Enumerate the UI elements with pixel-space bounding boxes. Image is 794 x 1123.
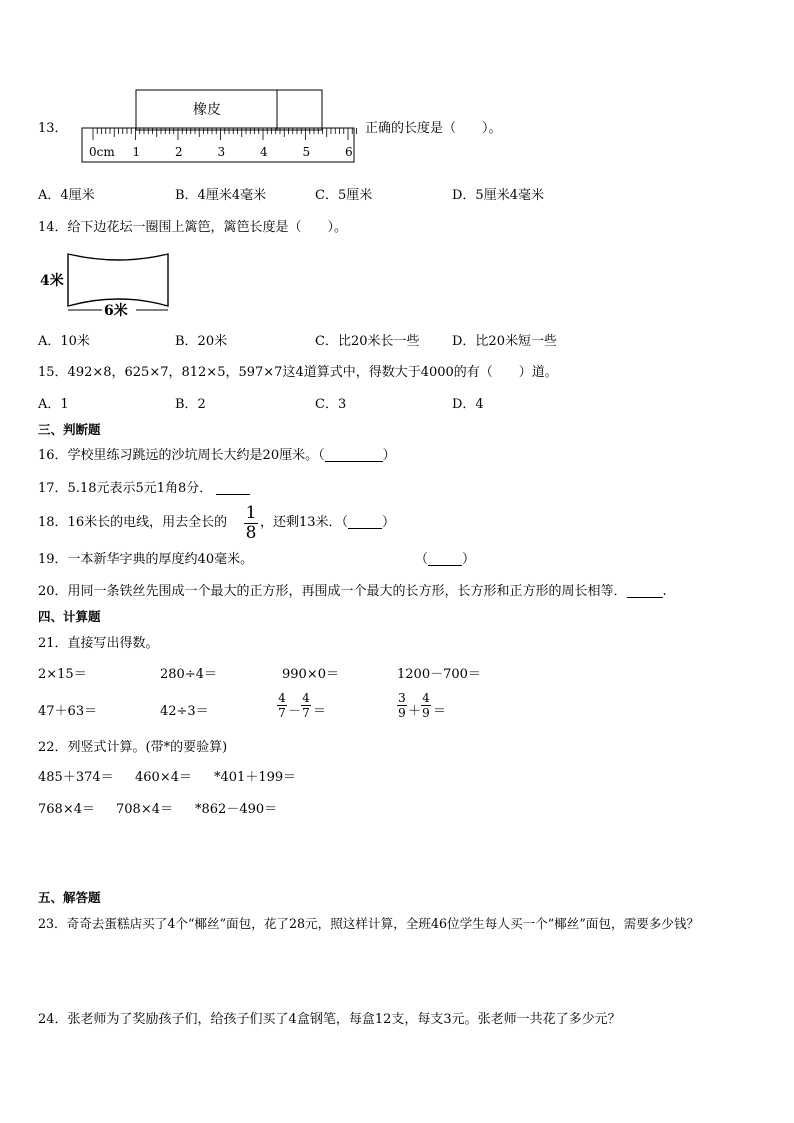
side-length-label: 4米 — [40, 273, 64, 289]
q13-option-d[interactable]: D．5厘米4毫米 — [452, 188, 544, 203]
q14-option-c[interactable]: C．比20米长一些 — [315, 334, 420, 349]
ruler-tick-label: 1 — [132, 145, 141, 159]
q22-item-5: 708×4＝ — [116, 802, 173, 817]
q16-text: 16．学校里练习跳远的沙坑周长大约是20厘米。（ — [38, 448, 325, 463]
q15-option-a[interactable]: A．1 — [38, 397, 69, 412]
q19-open: （ — [415, 552, 429, 567]
flowerbed-shape — [68, 254, 168, 306]
q13-option-b[interactable]: B．4厘米4毫米 — [175, 188, 267, 203]
q14-prompt: 14．给下边花坛一圈围上篱笆，篱笆长度是（ ）。 — [38, 220, 348, 235]
q21-fraction-d — [421, 692, 431, 719]
q22-item-6: *862－490＝ — [195, 802, 278, 817]
ruler-labels — [89, 145, 353, 159]
fraction-denominator: 7 — [278, 706, 286, 720]
q19-text: 19．一本新华字典的厚度约40毫米。 — [38, 552, 254, 567]
q16-answer-blank[interactable] — [325, 461, 383, 462]
question-17 — [38, 482, 250, 495]
q22-item-3: *401＋199＝ — [214, 770, 297, 785]
q14-option-a[interactable]: A．10米 — [38, 334, 90, 349]
q19-answer-blank[interactable] — [428, 565, 462, 566]
q14-option-b[interactable]: B．20米 — [175, 334, 228, 349]
q21-operator-minus: － — [288, 704, 302, 719]
q14-option-d[interactable]: D．比20米短一些 — [452, 334, 557, 349]
q21-prompt: 21．直接写出得数。 — [38, 636, 159, 651]
q22-item-4: 768×4＝ — [38, 802, 95, 817]
q22-item-2: 460×4＝ — [135, 770, 192, 785]
q21-item-3: 990×0＝ — [282, 667, 339, 682]
eraser-label: 橡皮 — [193, 102, 221, 118]
q20-end: . — [662, 584, 667, 599]
question-24: 24．张老师为了奖励孩子们，给孩子们买了4盒钢笔，每盒12支，每支3元。张老师一共花了多少元？ — [38, 1012, 621, 1027]
fraction-denominator: 9 — [398, 706, 406, 720]
q21-item-1: 2×15＝ — [38, 667, 87, 682]
q21-item-2: 280÷4＝ — [160, 667, 217, 682]
ruler-tick-label: 0cm — [89, 145, 115, 159]
ruler-tick-label: 6 — [345, 145, 353, 159]
question-23: 23．奇奇去蛋糕店买了4个“椰丝”面包，花了28元，照这样计算，全班46位学生每人买一个“椰丝”面包，需要多少钱？ — [38, 916, 700, 931]
fraction-denominator: 7 — [302, 706, 310, 720]
q19-close: ） — [462, 552, 476, 567]
q13-number: 13． — [38, 121, 68, 136]
q20-answer-blank[interactable] — [627, 597, 663, 598]
question-16 — [38, 449, 396, 462]
q18-answer-blank[interactable] — [348, 528, 382, 529]
q20-text: 20．用同一条铁丝先围成一个最大的正方形，再围成一个最大的长方形，长方形和正方形的周长相等． — [38, 584, 627, 599]
q21-item-6: 42÷3＝ — [160, 704, 209, 719]
flowerbed-figure — [38, 248, 173, 320]
q17-answer-blank[interactable] — [216, 494, 250, 495]
q21-item-5: 47＋63＝ — [38, 704, 98, 719]
ruler-tick-label: 2 — [175, 145, 183, 159]
ruler-figure — [80, 88, 360, 164]
q21-operator-plus: ＋ — [408, 704, 422, 719]
section-3-heading: 三、判断题 — [38, 422, 101, 437]
q15-prompt: 15．492×8，625×7，812×5，597×7这4道算式中，得数大于4000的有（ ）道。 — [38, 365, 558, 380]
bottom-length-label: 6米 — [104, 303, 128, 319]
fraction-numerator: 4 — [302, 691, 310, 705]
q21-fraction-b — [301, 692, 311, 719]
fraction-numerator: 4 — [278, 691, 286, 705]
ruler-tick-label: 3 — [217, 145, 226, 159]
q13-option-a[interactable]: A．4厘米 — [38, 188, 95, 203]
q18-fraction-numerator: 1 — [245, 503, 257, 523]
q18-answer-line — [260, 516, 395, 529]
q18-fraction — [244, 505, 258, 542]
q18-fraction-denominator: 8 — [245, 523, 257, 543]
q16-close: ） — [382, 448, 396, 463]
section-4-heading: 四、计算题 — [38, 609, 101, 624]
ruler-tick-label: 5 — [302, 145, 311, 159]
eraser-shape — [136, 90, 322, 130]
q21-fraction-a — [277, 692, 287, 719]
fraction-numerator: 4 — [422, 691, 430, 705]
q13-option-c[interactable]: C．5厘米 — [315, 188, 373, 203]
q18-text-post: ，还剩13米．（ — [260, 515, 349, 530]
question-20 — [38, 585, 667, 598]
ruler-tick-label: 4 — [260, 145, 268, 159]
q21-item-4: 1200－700＝ — [397, 667, 481, 682]
q15-option-d[interactable]: D．4 — [452, 397, 484, 412]
q21-equals-b: ＝ — [433, 704, 447, 719]
q15-option-b[interactable]: B．2 — [175, 397, 206, 412]
q18-text: 18．16米长的电线，用去全长的 — [38, 515, 228, 530]
q21-equals-a: ＝ — [313, 704, 327, 719]
q22-item-1: 485＋374＝ — [38, 770, 114, 785]
q19-answer-line — [415, 553, 475, 566]
q18-close: ） — [382, 515, 396, 530]
fraction-denominator: 9 — [422, 706, 430, 720]
q22-prompt: 22．列竖式计算。(带*的要验算) — [38, 740, 228, 755]
q17-text: 17．5.18元表示5元1角8分． — [38, 481, 213, 496]
q15-option-c[interactable]: C．3 — [315, 397, 347, 412]
q13-prompt: 正确的长度是（ ）。 — [365, 121, 502, 136]
q21-fraction-c — [397, 692, 407, 719]
fraction-numerator: 3 — [398, 691, 406, 705]
section-5-heading: 五、解答题 — [38, 890, 101, 905]
